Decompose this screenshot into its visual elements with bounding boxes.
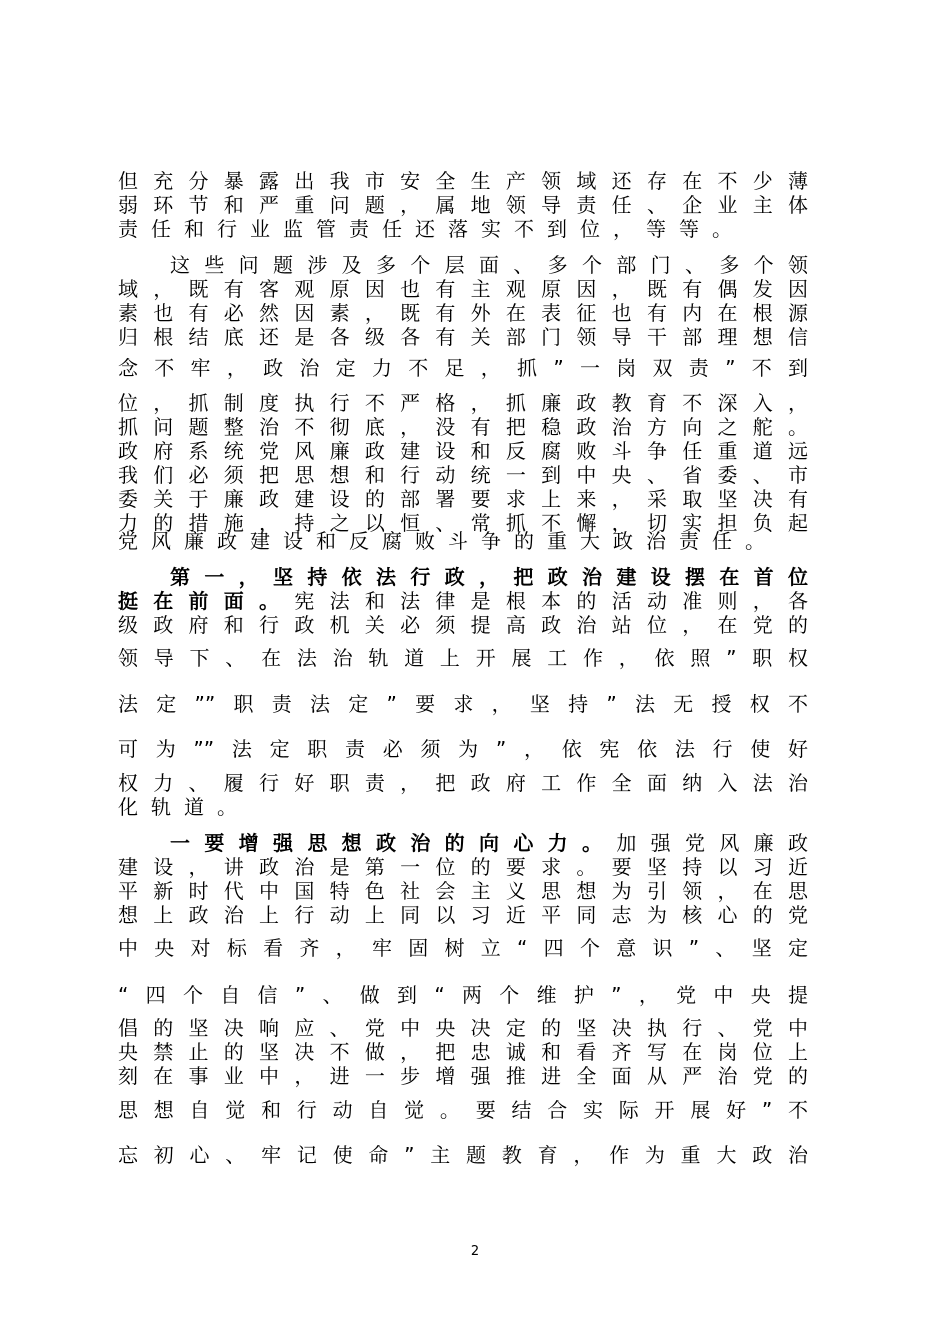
text-line: 但充分暴露出我市安全生产领域还存在不少薄 xyxy=(118,169,808,193)
mixed-line xyxy=(170,831,808,855)
text-line: 党风廉政建设和反腐败斗争的重大政治责任。 xyxy=(118,529,778,553)
subsection-heading: 一要增强思想政治的向心力。 xyxy=(170,831,617,855)
text-line: 力的措施，持之以恒、常抓不懈，切实担负起 xyxy=(118,511,808,535)
section-heading: 第一，坚持依法行政，把政治建设摆在首位 xyxy=(170,565,808,589)
text-line: 中央对标看齐，牢固树立“四个意识”、坚定 xyxy=(118,936,808,960)
text-line: 我们必须把思想和行动统一到中央、省委、市 xyxy=(118,463,808,487)
text-line: 建设，讲政治是第一位的要求。要坚持以习近 xyxy=(118,855,808,879)
text-line: 想上政治上行动上同以习近平同志为核心的党 xyxy=(118,903,808,927)
text-line: 刻在事业中，进一步增强推进全面从严治党的 xyxy=(118,1064,808,1088)
text-line: 思想自觉和行动自觉。要结合实际开展好”不 xyxy=(118,1098,808,1122)
text-line: 念不牢，政治定力不足，抓”一岗双责”不到 xyxy=(118,356,808,380)
text-line: 抓问题整治不彻底，没有把稳政治方向之舵。 xyxy=(118,415,808,439)
text-line: 级政府和行政机关必须提高政治站位，在党的 xyxy=(118,613,808,637)
text-span: 宪法和法律是根本的活动准则，各 xyxy=(294,589,809,613)
text-line: 平新时代中国特色社会主义思想为引领，在思 xyxy=(118,879,808,903)
text-span: 加强党风廉政 xyxy=(616,831,809,855)
text-line: 可为””法定职责必须为”，依宪依法行使好 xyxy=(118,737,808,761)
text-line: 权力、履行好职责，把政府工作全面纳入法治 xyxy=(118,771,808,795)
text-line: 忘初心、牢记使命”主题教育，作为重大政治 xyxy=(118,1143,808,1167)
text-line: 化轨道。 xyxy=(118,795,250,819)
section-heading-tail: 挺在前面。 xyxy=(118,589,295,613)
mixed-line xyxy=(118,589,808,613)
text-line: 位，抓制度执行不严格，抓廉政教育不深入， xyxy=(118,391,808,415)
text-line: 素也有必然因素，既有外在表征也有内在根源 xyxy=(118,301,808,325)
text-line: 域，既有客观原因也有主观原因，既有偶发因 xyxy=(118,277,808,301)
text-line: 政府系统党风廉政建设和反腐败斗争任重道远 xyxy=(118,439,808,463)
text-line: 责任和行业监管责任还落实不到位，等等。 xyxy=(118,217,745,241)
text-line: 央禁止的坚决不做，把忠诚和看齐写在岗位上 xyxy=(118,1040,808,1064)
text-line: 法定””职责法定”要求，坚持”法无授权不 xyxy=(118,692,808,716)
text-line: 领导下、在法治轨道上开展工作，依照”职权 xyxy=(118,646,808,670)
text-line: “四个自信”、做到“两个维护”，党中央提 xyxy=(118,983,808,1007)
paragraph-first-line: 这些问题涉及多个层面、多个部门、多个领 xyxy=(170,253,808,277)
text-line: 倡的坚决响应、党中央决定的坚决执行、党中 xyxy=(118,1016,808,1040)
page-number: 2 xyxy=(470,1244,480,1259)
text-line: 弱环节和严重问题，属地领导责任、企业主体 xyxy=(118,193,808,217)
text-line: 归根结底还是各级各有关部门领导干部理想信 xyxy=(118,325,808,349)
text-line: 委关于廉政建设的部署要求上来，采取坚决有 xyxy=(118,487,808,511)
